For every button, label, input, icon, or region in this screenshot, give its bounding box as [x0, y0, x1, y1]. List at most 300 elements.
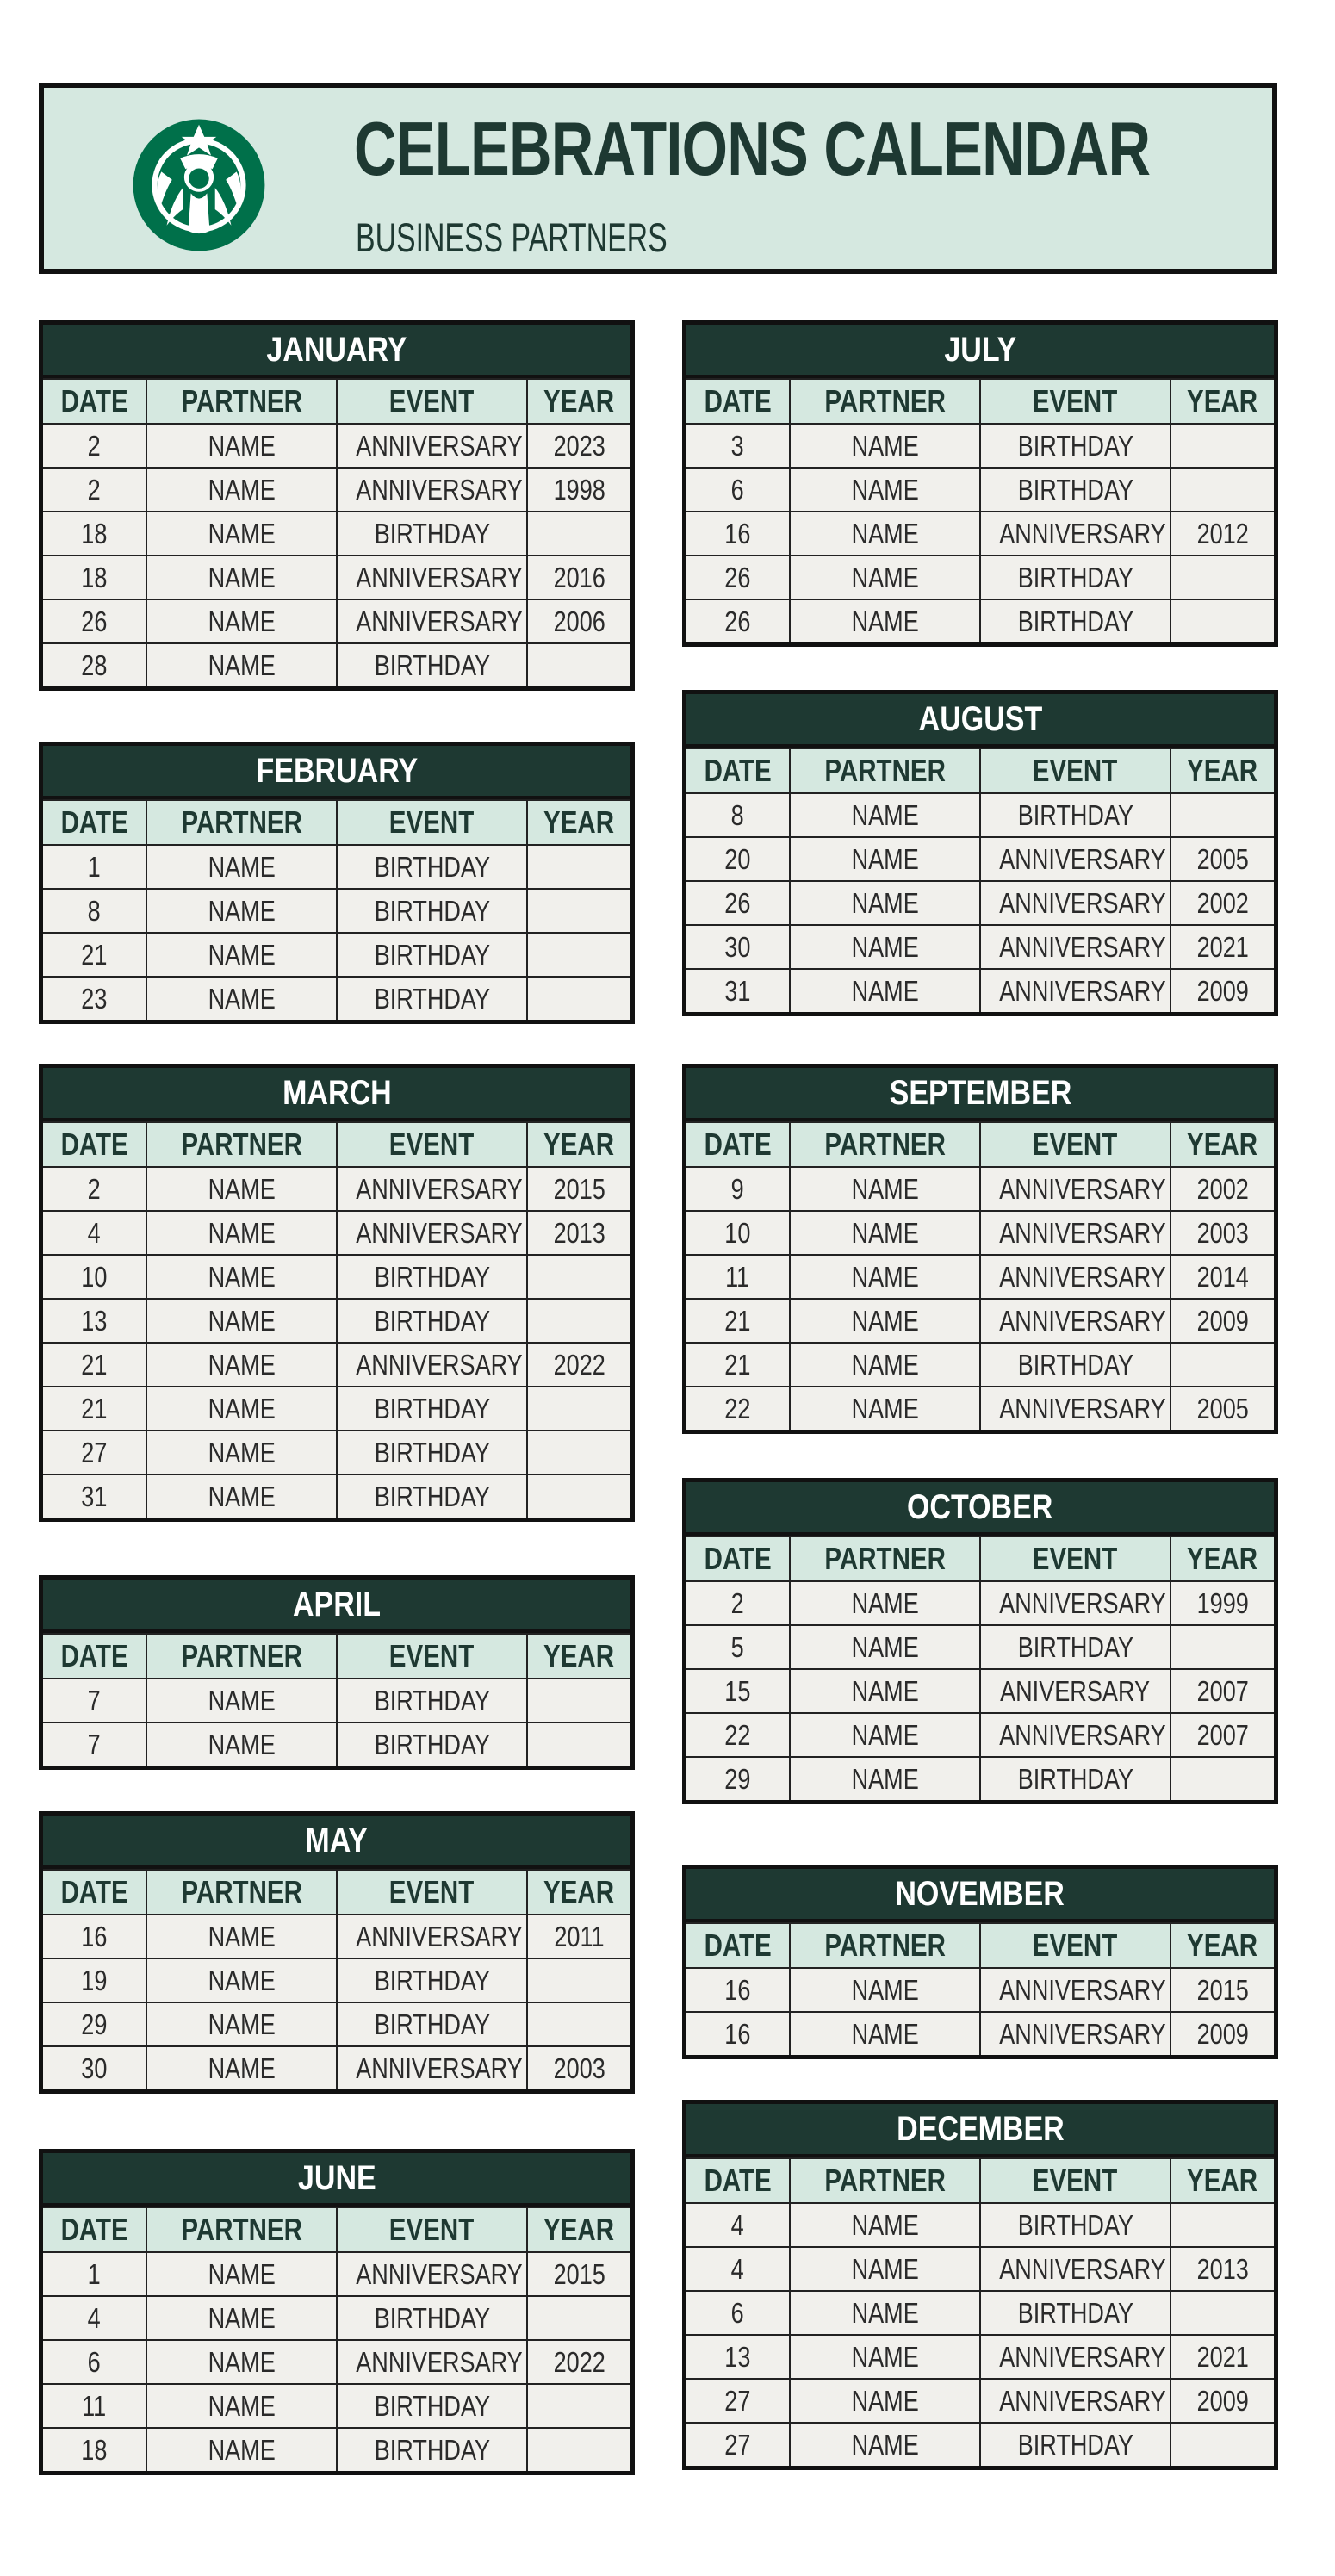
year-cell-text: 2015: [1196, 1973, 1249, 2006]
year-cell: [1170, 2203, 1274, 2247]
event-cell-text: BIRTHDAY: [374, 2389, 490, 2422]
year-cell-text: 2011: [554, 1920, 605, 1952]
partner-cell-text: NAME: [851, 1392, 919, 1425]
date-cell: [43, 599, 146, 643]
partner-cell: [790, 2012, 980, 2055]
partner-cell: [790, 1625, 980, 1669]
date-cell: [43, 556, 146, 599]
date-cell: [43, 1255, 146, 1299]
month-name: APRIL: [293, 1586, 381, 1623]
date-cell-text: 21: [724, 1348, 751, 1381]
column-header-event: [980, 1122, 1170, 1167]
celebrations-table: [686, 748, 1274, 1012]
date-cell: [686, 925, 790, 969]
table-row: [43, 1255, 630, 1299]
year-cell-text: 2015: [553, 2257, 605, 2290]
partner-cell-text: NAME: [208, 605, 276, 637]
event-cell: [980, 424, 1170, 468]
column-header-label: PARTNER: [181, 1127, 302, 1162]
event-cell-text: ANNIVERSARY: [356, 1348, 523, 1381]
partner-cell-text: NAME: [208, 938, 276, 971]
event-cell: [980, 2423, 1170, 2466]
event-cell: [980, 599, 1170, 642]
date-cell-text: 28: [81, 649, 108, 681]
table-row: [43, 468, 630, 512]
column-header-year: [527, 379, 630, 424]
column-header-label: PARTNER: [824, 383, 946, 419]
celebrations-table: [43, 1633, 630, 1766]
date-cell: [43, 643, 146, 686]
date-cell: [43, 512, 146, 556]
table-row: [686, 2247, 1274, 2291]
event-cell: [980, 881, 1170, 925]
year-cell: [527, 1211, 630, 1255]
table-row: [43, 2002, 630, 2046]
partner-cell-text: NAME: [851, 561, 919, 593]
year-cell: [527, 1723, 630, 1766]
year-cell-text: 2002: [1196, 1172, 1249, 1205]
column-header-label: EVENT: [1033, 753, 1118, 788]
date-cell: [43, 977, 146, 1020]
column-header-label: YEAR: [1187, 1127, 1258, 1162]
year-cell: [1170, 1167, 1274, 1211]
partner-cell: [146, 1958, 337, 2002]
table-row: [43, 1431, 630, 1474]
partner-cell-text: NAME: [851, 2384, 919, 2417]
date-cell-text: 1: [87, 2257, 102, 2290]
column-header-label: YEAR: [543, 2212, 615, 2247]
event-cell-text: ANNIVERSARY: [999, 930, 1166, 963]
year-cell-text: 2006: [553, 605, 605, 637]
partner-cell: [790, 556, 980, 599]
event-cell: [337, 643, 527, 686]
year-cell: [1170, 1343, 1274, 1387]
event-cell-text: BIRTHDAY: [1017, 473, 1133, 506]
column-header-label: YEAR: [543, 804, 615, 840]
partner-cell: [146, 1431, 337, 1474]
column-header-year: [1170, 2158, 1274, 2203]
date-cell: [43, 2428, 146, 2471]
partner-cell: [146, 845, 337, 889]
event-cell: [337, 556, 527, 599]
year-cell: [1170, 1299, 1274, 1343]
column-header-label: EVENT: [389, 804, 475, 840]
partner-cell: [146, 2340, 337, 2384]
event-cell-text: BIRTHDAY: [1017, 429, 1133, 462]
event-cell: [337, 2384, 527, 2428]
month-february: [39, 742, 635, 1024]
table-row: [43, 512, 630, 556]
partner-cell-text: NAME: [851, 1762, 919, 1795]
event-cell: [337, 1958, 527, 2002]
month-name: JUNE: [297, 2159, 376, 2197]
year-cell: [527, 889, 630, 933]
date-cell: [43, 2340, 146, 2384]
year-cell-text: 2014: [1196, 1260, 1249, 1293]
date-cell: [43, 889, 146, 933]
column-header-date: [686, 379, 790, 424]
year-cell-text: 1999: [1196, 1586, 1249, 1619]
partner-cell: [790, 1167, 980, 1211]
partner-cell: [790, 1255, 980, 1299]
event-cell-text: BIRTHDAY: [1017, 1630, 1133, 1663]
date-cell: [43, 1211, 146, 1255]
partner-cell: [790, 424, 980, 468]
event-cell: [337, 1431, 527, 1474]
month-title: [43, 746, 630, 799]
table-row: [686, 556, 1274, 599]
partner-cell-text: NAME: [208, 2257, 276, 2290]
partner-cell-text: NAME: [208, 1172, 276, 1205]
year-cell: [527, 2296, 630, 2340]
date-cell-text: 6: [730, 2296, 745, 2329]
column-header-label: DATE: [60, 383, 128, 419]
year-cell-text: 2021: [1196, 930, 1249, 963]
year-cell: [1170, 512, 1274, 556]
table-header-row: [686, 2158, 1274, 2203]
event-cell: [337, 2428, 527, 2471]
partner-cell-text: NAME: [208, 1216, 276, 1249]
partner-cell-text: NAME: [851, 2017, 919, 2050]
year-cell-text: 2005: [1196, 842, 1249, 875]
partner-cell: [146, 556, 337, 599]
table-header-row: [686, 748, 1274, 793]
table-header-row: [686, 379, 1274, 424]
column-header-label: YEAR: [1187, 1541, 1258, 1576]
date-cell: [43, 1679, 146, 1723]
year-cell: [527, 1958, 630, 2002]
column-header-event: [980, 1536, 1170, 1581]
event-cell: [980, 1581, 1170, 1625]
event-cell: [980, 2379, 1170, 2423]
year-cell: [527, 2428, 630, 2471]
year-cell: [527, 2046, 630, 2089]
table-row: [686, 424, 1274, 468]
date-cell-text: 22: [724, 1718, 751, 1751]
year-cell: [1170, 1581, 1274, 1625]
table-row: [686, 2379, 1274, 2423]
event-cell-text: ANNIVERSARY: [999, 974, 1166, 1007]
year-cell: [1170, 599, 1274, 642]
date-cell: [686, 2379, 790, 2423]
column-header-year: [1170, 1536, 1274, 1581]
table-row: [43, 1211, 630, 1255]
date-cell: [686, 1255, 790, 1299]
event-cell: [337, 1474, 527, 1518]
event-cell-text: BIRTHDAY: [374, 2433, 490, 2466]
date-cell: [686, 2203, 790, 2247]
event-cell-text: BIRTHDAY: [1017, 2296, 1133, 2329]
event-cell: [337, 889, 527, 933]
partner-cell: [790, 2203, 980, 2247]
event-cell-text: ANNIVERSARY: [356, 605, 523, 637]
month-april: [39, 1575, 635, 1770]
table-row: [43, 1679, 630, 1723]
partner-cell: [790, 1581, 980, 1625]
month-title: [43, 1068, 630, 1121]
column-header-partner: [790, 748, 980, 793]
partner-cell: [146, 512, 337, 556]
year-cell: [527, 1431, 630, 1474]
event-cell-text: ANNIVERSARY: [356, 1172, 523, 1205]
event-cell-text: ANNIVERSARY: [356, 2345, 523, 2378]
event-cell: [980, 1387, 1170, 1430]
partner-cell: [790, 1343, 980, 1387]
year-cell: [1170, 1211, 1274, 1255]
event-cell-text: ANNIVERSARY: [356, 2051, 523, 2084]
partner-cell-text: NAME: [851, 429, 919, 462]
date-cell: [686, 1299, 790, 1343]
year-cell: [527, 2340, 630, 2384]
column-header-label: EVENT: [1033, 1127, 1118, 1162]
year-cell-text: 2005: [1196, 1392, 1249, 1425]
partner-cell: [146, 1299, 337, 1343]
year-cell: [1170, 2379, 1274, 2423]
date-cell: [43, 2002, 146, 2046]
event-cell: [980, 1669, 1170, 1713]
event-cell-text: ANNIVERSARY: [999, 517, 1166, 549]
event-cell: [980, 512, 1170, 556]
column-header-label: PARTNER: [181, 383, 302, 419]
column-header-date: [686, 1122, 790, 1167]
event-cell: [337, 1167, 527, 1211]
month-title: [43, 2153, 630, 2207]
event-cell-text: BIRTHDAY: [374, 938, 490, 971]
month-name: MARCH: [282, 1074, 392, 1112]
column-header-partner: [146, 1870, 337, 1915]
event-cell: [337, 2046, 527, 2089]
event-cell-text: BIRTHDAY: [374, 2301, 490, 2334]
event-cell-text: ANNIVERSARY: [999, 1392, 1166, 1425]
column-header-event: [980, 748, 1170, 793]
event-cell: [337, 1255, 527, 1299]
year-cell: [1170, 881, 1274, 925]
event-cell: [337, 1211, 527, 1255]
month-title: [686, 1869, 1274, 1922]
partner-cell-text: NAME: [851, 1586, 919, 1619]
date-cell: [686, 1167, 790, 1211]
date-cell-text: 29: [81, 2008, 108, 2040]
month-title: [686, 694, 1274, 748]
table-header-row: [686, 1536, 1274, 1581]
column-header-label: PARTNER: [824, 1927, 946, 1963]
date-cell: [686, 1387, 790, 1430]
event-cell-text: BIRTHDAY: [1017, 1762, 1133, 1795]
column-header-label: YEAR: [1187, 2163, 1258, 2198]
event-cell-text: BIRTHDAY: [1017, 2208, 1133, 2241]
partner-cell-text: NAME: [851, 2428, 919, 2461]
partner-cell: [146, 1915, 337, 1958]
partner-cell: [790, 2379, 980, 2423]
event-cell: [980, 837, 1170, 881]
date-cell: [686, 1581, 790, 1625]
date-cell-text: 18: [81, 2433, 108, 2466]
month-november: [682, 1865, 1278, 2059]
year-cell: [527, 1255, 630, 1299]
partner-cell-text: NAME: [851, 798, 919, 831]
column-header-label: PARTNER: [181, 1874, 302, 1909]
celebrations-table: [43, 1121, 630, 1518]
year-cell-text: 2022: [553, 2345, 605, 2378]
month-july: [682, 320, 1278, 647]
column-header-label: EVENT: [389, 1127, 475, 1162]
partner-cell-text: NAME: [851, 1718, 919, 1751]
date-cell-text: 4: [730, 2252, 745, 2285]
date-cell: [686, 1757, 790, 1800]
partner-cell: [146, 977, 337, 1020]
column-header-year: [1170, 1923, 1274, 1968]
partner-cell: [146, 2384, 337, 2428]
partner-cell: [146, 2046, 337, 2089]
event-cell-text: BIRTHDAY: [374, 517, 490, 549]
partner-cell-text: NAME: [208, 2008, 276, 2040]
year-cell: [527, 643, 630, 686]
partner-cell: [790, 2247, 980, 2291]
year-cell: [527, 512, 630, 556]
table-row: [43, 1958, 630, 2002]
date-cell-text: 3: [730, 429, 745, 462]
event-cell: [337, 468, 527, 512]
table-row: [43, 556, 630, 599]
table-row: [43, 1343, 630, 1387]
event-cell: [337, 933, 527, 977]
date-cell-text: 10: [724, 1216, 751, 1249]
event-cell: [980, 1211, 1170, 1255]
year-cell-text: 2023: [553, 429, 605, 462]
date-cell-text: 20: [724, 842, 751, 875]
partner-cell-text: NAME: [208, 561, 276, 593]
partner-cell-text: NAME: [208, 894, 276, 927]
table-row: [686, 1167, 1274, 1211]
date-cell: [686, 424, 790, 468]
table-row: [686, 1387, 1274, 1430]
date-cell: [43, 1915, 146, 1958]
table-row: [686, 1343, 1274, 1387]
event-cell-text: ANNIVERSARY: [999, 2384, 1166, 2417]
celebrations-table: [43, 2207, 630, 2471]
column-header-label: EVENT: [389, 2212, 475, 2247]
partner-cell-text: NAME: [208, 2433, 276, 2466]
event-cell: [980, 925, 1170, 969]
month-may: [39, 1811, 635, 2094]
column-header-label: DATE: [60, 2212, 128, 2247]
date-cell-text: 27: [81, 1436, 108, 1468]
partner-cell-text: NAME: [208, 1436, 276, 1468]
date-cell-text: 16: [724, 2017, 751, 2050]
partner-cell: [790, 881, 980, 925]
column-header-date: [43, 1634, 146, 1679]
column-header-year: [527, 1870, 630, 1915]
year-cell-text: 2012: [1196, 517, 1249, 549]
event-cell: [980, 793, 1170, 837]
event-cell-text: ANNIVERSARY: [999, 1260, 1166, 1293]
partner-cell-text: NAME: [208, 1728, 276, 1760]
celebrations-table: [686, 2157, 1274, 2466]
column-header-label: EVENT: [389, 1638, 475, 1673]
date-cell: [43, 933, 146, 977]
column-header-year: [1170, 1122, 1274, 1167]
year-cell: [1170, 1387, 1274, 1430]
date-cell-text: 18: [81, 561, 108, 593]
partner-cell: [146, 424, 337, 468]
date-cell: [686, 556, 790, 599]
partner-cell-text: NAME: [208, 850, 276, 883]
year-cell: [1170, 1713, 1274, 1757]
year-cell: [1170, 969, 1274, 1012]
column-header-event: [337, 1634, 527, 1679]
column-header-partner: [790, 1923, 980, 1968]
date-cell-text: 2: [87, 473, 102, 506]
column-header-partner: [790, 2158, 980, 2203]
column-header-partner: [146, 1122, 337, 1167]
column-header-label: DATE: [60, 1874, 128, 1909]
partner-cell-text: NAME: [208, 1348, 276, 1381]
celebrations-table: [43, 378, 630, 686]
date-cell: [686, 2247, 790, 2291]
date-cell-text: 19: [81, 1964, 108, 1996]
month-september: [682, 1064, 1278, 1434]
month-name: SEPTEMBER: [889, 1074, 1071, 1112]
date-cell-text: 22: [724, 1392, 751, 1425]
table-row: [686, 1211, 1274, 1255]
column-header-label: YEAR: [543, 1638, 615, 1673]
partner-cell: [146, 889, 337, 933]
table-row: [686, 2012, 1274, 2055]
column-header-year: [527, 1122, 630, 1167]
date-cell: [686, 512, 790, 556]
year-cell-text: 1998: [553, 473, 605, 506]
date-cell: [686, 969, 790, 1012]
year-cell: [1170, 2291, 1274, 2335]
date-cell-text: 4: [87, 2301, 102, 2334]
date-cell-text: 26: [724, 561, 751, 593]
year-cell-text: 2007: [1196, 1674, 1249, 1707]
event-cell: [337, 1343, 527, 1387]
table-row: [686, 793, 1274, 837]
partner-cell-text: NAME: [851, 2252, 919, 2285]
partner-cell-text: NAME: [208, 1480, 276, 1512]
table-header-row: [43, 1634, 630, 1679]
partner-cell: [790, 793, 980, 837]
date-cell: [686, 2335, 790, 2379]
partner-cell: [146, 2002, 337, 2046]
date-cell: [686, 2423, 790, 2466]
month-name: NOVEMBER: [895, 1875, 1065, 1913]
table-row: [43, 889, 630, 933]
event-cell: [980, 1299, 1170, 1343]
month-name: JANUARY: [266, 331, 407, 369]
table-row: [43, 2252, 630, 2296]
date-cell: [686, 881, 790, 925]
date-cell: [686, 837, 790, 881]
table-header-row: [43, 2207, 630, 2252]
event-cell-text: ANNIVERSARY: [999, 1172, 1166, 1205]
table-header-row: [686, 1122, 1274, 1167]
table-row: [686, 1713, 1274, 1757]
partner-cell: [146, 468, 337, 512]
table-row: [43, 1915, 630, 1958]
celebrations-table: [43, 799, 630, 1020]
event-cell-text: ANNIVERSARY: [999, 886, 1166, 919]
partner-cell-text: NAME: [851, 2208, 919, 2241]
column-header-event: [337, 379, 527, 424]
column-header-date: [43, 1122, 146, 1167]
date-cell: [686, 1625, 790, 1669]
column-header-label: YEAR: [543, 1874, 615, 1909]
partner-cell: [790, 969, 980, 1012]
partner-cell-text: NAME: [208, 649, 276, 681]
year-cell: [1170, 1625, 1274, 1669]
